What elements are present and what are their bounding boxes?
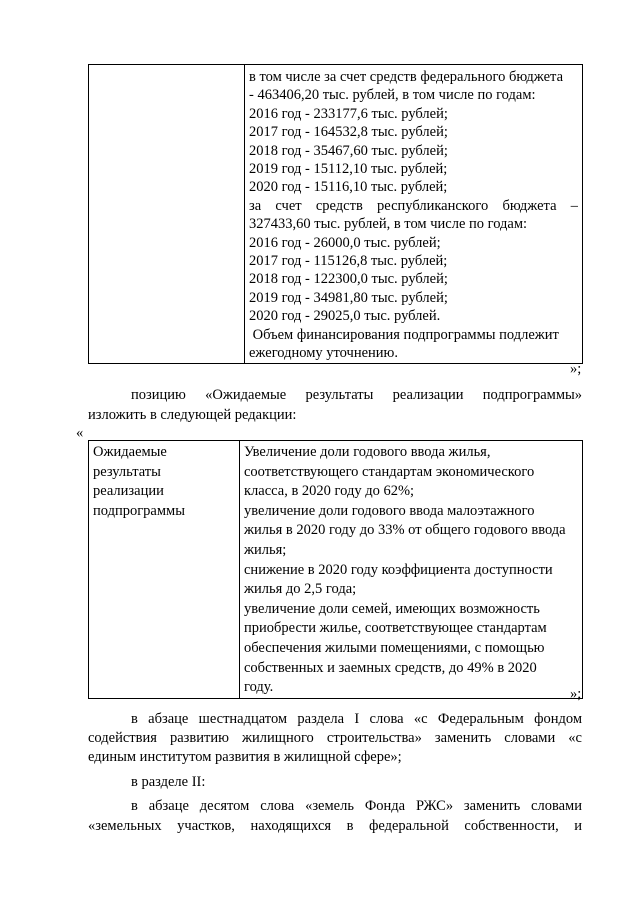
- expected-results-row: [89, 441, 583, 699]
- financing-line: Объем финансирования подпрограммы подлежит: [249, 326, 559, 343]
- result-line: жилья;: [244, 541, 287, 558]
- instruction-line-1: позицию «Ожидаемые результаты реализации подпрограммы»: [131, 387, 582, 403]
- financing-line: - 463406,20 тыс. рублей, в том числе по годам:: [249, 87, 536, 104]
- financing-row: [89, 65, 583, 364]
- financing-line: 2017 год - 164532,8 тыс. рублей;: [249, 124, 448, 141]
- financing-line: 2019 год - 15112,10 тыс. рублей;: [249, 161, 448, 178]
- table2-closing-mark: »;: [570, 686, 582, 702]
- label-line: реализации: [93, 483, 164, 500]
- financing-line: за счет средств республиканского бюджета –: [249, 197, 578, 214]
- label-line: Ожидаемые: [93, 444, 167, 460]
- financing-line: 2019 год - 34981,80 тыс. рублей;: [249, 289, 448, 306]
- label-line: результаты: [93, 463, 161, 480]
- financing-line: 2020 год - 29025,0 тыс. рублей.: [249, 308, 441, 325]
- table1-closing-mark: »;: [570, 361, 582, 377]
- result-line: жилья в 2020 году до 33% от общего годового ввода: [244, 522, 566, 539]
- paragraph-1-line-2: содействия развитию жилищного строительства» заменить словами «с: [88, 730, 582, 746]
- expected-results-label-cell: [89, 441, 240, 699]
- financing-table: [88, 64, 583, 364]
- financing-line: 2018 год - 35467,60 тыс. рублей;: [249, 142, 448, 159]
- result-line: приобрести жилье, соответствующее стандартам: [244, 620, 547, 637]
- result-line: увеличение доли годового ввода малоэтажного: [244, 502, 535, 519]
- paragraph-1-line-1: в абзаце шестнадцатом раздела I слова «с Федеральным фондом: [131, 711, 582, 727]
- financing-line: в том числе за счет средств федерального бюджета: [249, 69, 564, 85]
- financing-line: 2018 год - 122300,0 тыс. рублей;: [249, 271, 448, 288]
- expected-results-table: [88, 440, 583, 699]
- financing-line: 327433,60 тыс. рублей, в том числе по годам:: [249, 216, 528, 233]
- label-line: подпрограммы: [93, 502, 185, 519]
- paragraph-3-line-1: в абзаце десятом слова «земель Фонда РЖС» заменить словами: [131, 798, 582, 814]
- result-line: класса, в 2020 году до 62%;: [244, 483, 415, 500]
- result-line: собственных и заемных средств, до 49% в 2020: [244, 659, 537, 676]
- result-line: жилья до 2,5 года;: [244, 581, 357, 598]
- result-line: Увеличение доли годового ввода жилья,: [244, 444, 491, 460]
- paragraph-3-line-2: «земельных участков, находящихся в федеральной собственности, и: [88, 818, 582, 834]
- result-line: году.: [244, 679, 274, 696]
- result-line: соответствующего стандартам экономического: [244, 463, 535, 480]
- result-line: увеличение доли семей, имеющих возможность: [244, 600, 540, 617]
- financing-line: ежегодному уточнению.: [249, 345, 399, 362]
- paragraph-1-line-3: единым институтом развития в жилищной сфере»;: [88, 749, 402, 765]
- financing-line: 2016 год - 26000,0 тыс. рублей;: [249, 234, 441, 251]
- financing-text-cell: [245, 65, 583, 364]
- financing-line: 2017 год - 115126,8 тыс. рублей;: [249, 253, 448, 270]
- instruction-line-2: изложить в следующей редакции:: [88, 407, 297, 423]
- result-line: обеспечения жилыми помещениями, с помощью: [244, 639, 545, 656]
- financing-line: 2016 год - 233177,6 тыс. рублей;: [249, 105, 448, 122]
- financing-label-cell: [89, 65, 245, 364]
- paragraph-2: в разделе II:: [131, 774, 206, 790]
- result-line: снижение в 2020 году коэффициента доступности: [244, 561, 553, 578]
- financing-line: 2020 год - 15116,10 тыс. рублей;: [249, 179, 448, 196]
- table2-opening-mark: «: [76, 425, 84, 441]
- expected-results-text-cell: [240, 441, 583, 699]
